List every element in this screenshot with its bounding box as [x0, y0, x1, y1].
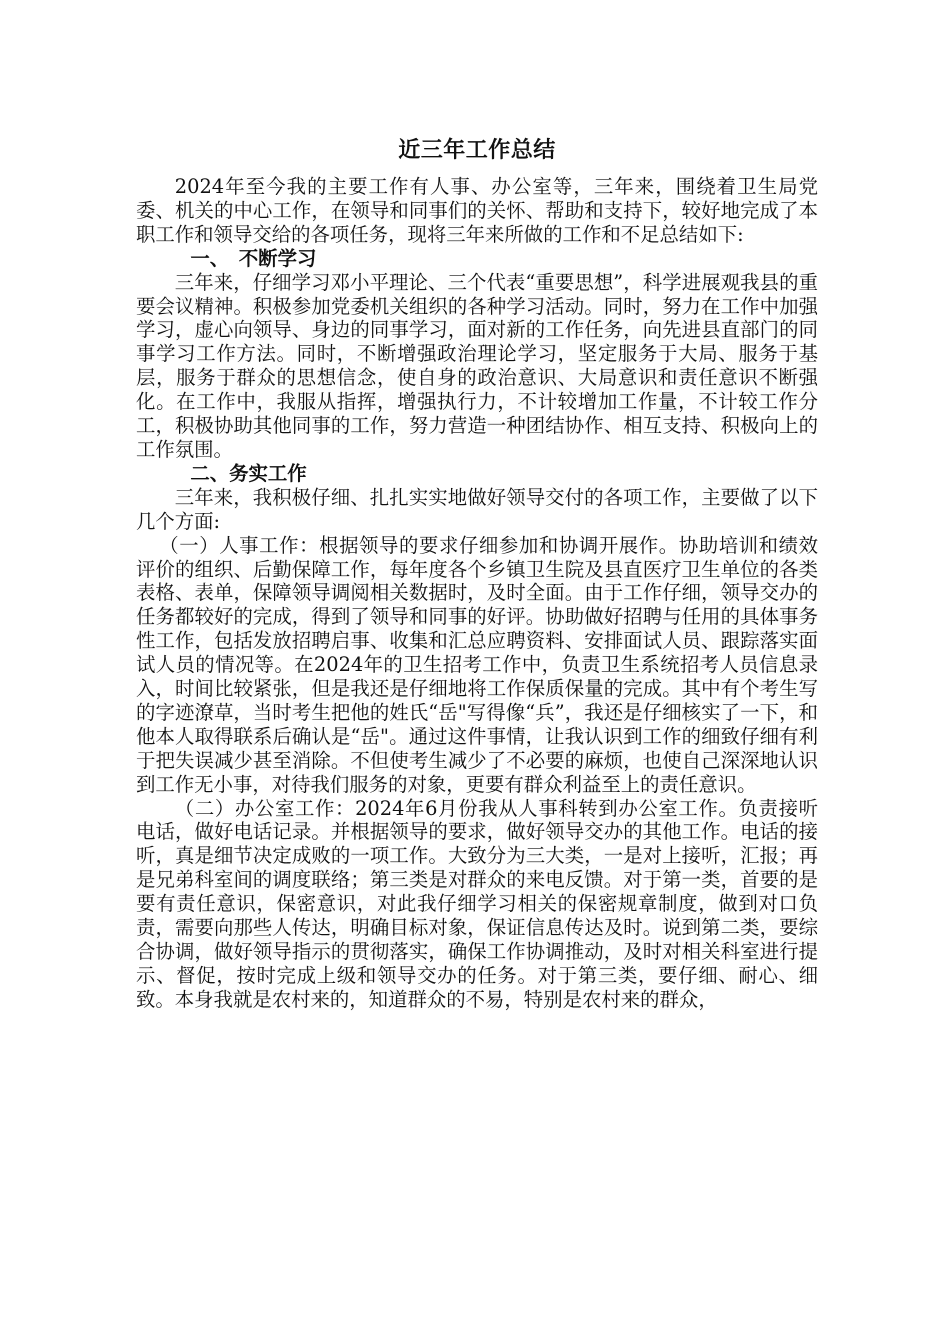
document-body: [136, 133, 818, 1012]
section-2-heading: 二、务实工作: [190, 461, 307, 485]
intro-paragraph: 2024年至今我的主要工作有人事、办公室等，三年来，围绕着卫生局党委、机关的中心工作，在领导和同事们的关怀、帮助和支持下，较好地完成了本职工作和领导交给的各项任务，现将三年来所做的工作和不足总结如下:: [136, 175, 818, 246]
section-1-paragraph: 三年来，仔细学习邓小平理论、三个代表“重要思想”，科学进展观我县的重要会议精神。积极参加党委机关组织的各种学习活动。同时，努力在工作中加强学习，虚心向领导、身边的同事学习，面对新的工作任务，向先进县直部门的同事学习工作方法。同时，不断增强政治理论学习，坚定服务于大局、服务于基层，服务于群众的思想信念，使自身的政治意识、大局意识和责任意识不断强化。在工作中，我服从指挥，增强执行力，不计较增加工作量，不计较工作分工，积极协助其他同事的工作，努力营造一种团结协作、相互支持、积极向上的工作氛围。: [136, 270, 818, 461]
section-1-heading: 一、 不断学习: [190, 246, 317, 270]
office-work-paragraph: （二）办公室工作：2024年6月份我从人事科转到办公室工作。负责接听电话，做好电话记录。并根据领导的要求，做好领导交办的其他工作。电话的接听，真是细节决定成败的一项工作。大致分为三大类，一是对上接听，汇报；再是兄弟科室间的调度联络；第三类是对群众的来电反馈。对于第一类，首要的是要有责任意识，保密意识，对此我仔细学习相关的保密规章制度，做到对口负责，需要向那些人传达，明确目标对象，保证信息传达及时。说到第二类，要综合协调，做好领导指示的贯彻落实，确保工作协调推动，及时对相关科室进行提示、督促，按时完成上级和领导交办的任务。对于第三类，要仔细、耐心、细致。本身我就是农村来的，知道群众的不易，特别是农村来的群众，: [136, 796, 818, 1011]
section-2-intro-paragraph: 三年来，我积极仔细、扎扎实实地做好领导交付的各项工作，主要做了以下几个方面:: [136, 485, 818, 533]
personnel-work-paragraph: （一）人事工作：根据领导的要求仔细参加和协调开展作。协助培训和绩效评价的组织、后勤保障工作，每年度各个乡镇卫生院及县直医疗卫生单位的各类表格、表单，保障领导调阅相关数据时，及时全面。由于工作仔细，领导交办的任务都较好的完成，得到了领导和同事的好评。协助做好招聘与任用的具体事务性工作，包括发放招聘启事、收集和汇总应聘资料、安排面试人员、跟踪落实面试人员的情况等。在2024年的卫生招考工作中，负责卫生系统招考人员信息录入，时间比较紧张，但是我还是仔细地将工作保质保量的完成。其中有个考生写的字迹潦草，当时考生把他的姓氏“岳"写得像“兵”，我还是仔细核实了一下，和他本人取得联系后确认是“岳"。通过这件事情，让我认识到工作的细致仔细有利于把失误减少甚至消除。不但使考生减少了不必要的麻烦，也使自己深深地认识到工作无小事，对待我们服务的对象，更要有群众利益至上的责任意识。: [136, 533, 818, 796]
document-title: 近三年工作总结: [398, 137, 556, 163]
